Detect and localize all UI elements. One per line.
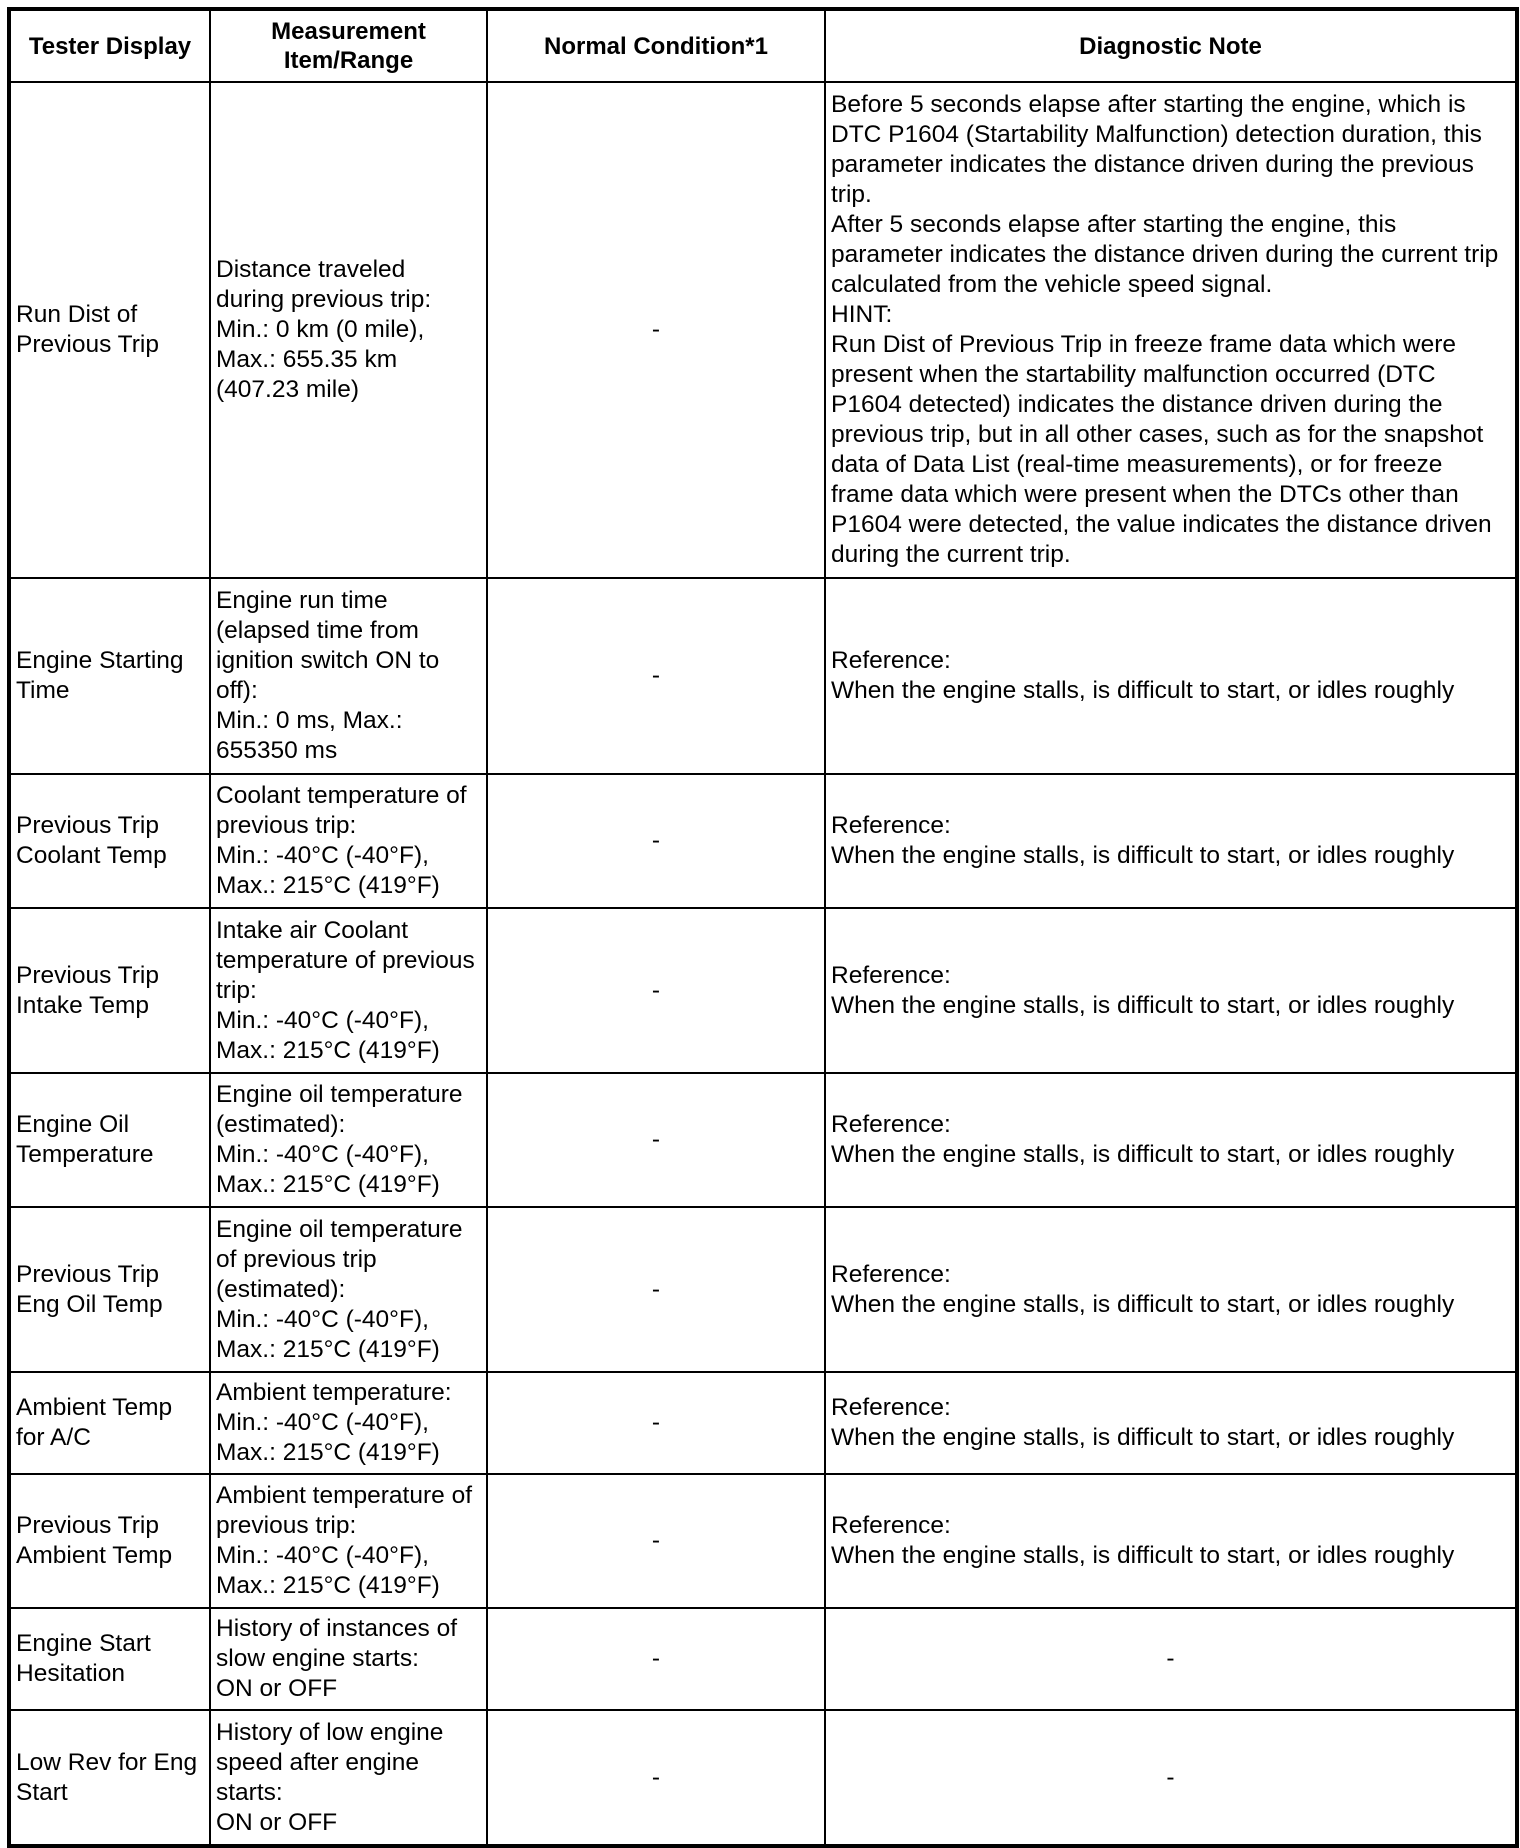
table-row <box>9 908 1517 1073</box>
cell-measurement: Engine oil temperature of previous trip (estimated): Min.: -40°C (-40°F), Max.: 215°C (419°F) <box>210 1207 487 1372</box>
cell-tester-display: Previous Trip Coolant Temp <box>9 774 210 908</box>
cell-measurement: Engine oil temperature (estimated): Min.: -40°C (-40°F), Max.: 215°C (419°F) <box>210 1073 487 1207</box>
cell-diagnostic-note: Reference: When the engine stalls, is difficult to start, or idles roughly <box>825 578 1517 774</box>
cell-diagnostic-note: - <box>825 1608 1517 1710</box>
header-row <box>9 9 1517 82</box>
cell-normal-condition: - <box>487 908 825 1073</box>
header-diagnostic-note: Diagnostic Note <box>825 9 1517 82</box>
cell-measurement: Engine run time (elapsed time from ignition switch ON to off): Min.: 0 ms, Max.: 655350 ms <box>210 578 487 774</box>
cell-normal-condition: - <box>487 82 825 578</box>
header-normal-condition: Normal Condition*1 <box>487 9 825 82</box>
cell-tester-display: Previous Trip Intake Temp <box>9 908 210 1073</box>
table-row <box>9 1073 1517 1207</box>
cell-tester-display: Ambient Temp for A/C <box>9 1372 210 1474</box>
cell-diagnostic-note: Before 5 seconds elapse after starting the engine, which is DTC P1604 (Startability Malfunction) detection duration, this parameter indicates the distance driven during the previous trip. After 5 seconds elapse after starting the engine, this parameter indicates the distance driven during the current trip calculated from the vehicle speed signal. HINT: Run Dist of Previous Trip in freeze frame data which were present when the startability malfunction occurred (DTC P1604 detected) indicates the distance driven during the previous trip, but in all other cases, such as for the snapshot data of Data List (real-time measurements), or for freeze frame data which were present when the DTCs other than P1604 were detected, the value indicates the distance driven during the current trip. <box>825 82 1517 578</box>
table-row <box>9 1710 1517 1846</box>
cell-normal-condition: - <box>487 578 825 774</box>
header-measurement-item: Measurement Item/Range <box>210 9 487 82</box>
cell-tester-display: Engine Starting Time <box>9 578 210 774</box>
cell-diagnostic-note: Reference: When the engine stalls, is difficult to start, or idles roughly <box>825 1073 1517 1207</box>
cell-normal-condition: - <box>487 1372 825 1474</box>
table-row <box>9 1474 1517 1608</box>
table-row <box>9 774 1517 908</box>
cell-measurement: History of low engine speed after engine starts: ON or OFF <box>210 1710 487 1846</box>
cell-measurement: Intake air Coolant temperature of previous trip: Min.: -40°C (-40°F), Max.: 215°C (419°F) <box>210 908 487 1073</box>
cell-normal-condition: - <box>487 1608 825 1710</box>
cell-tester-display: Run Dist of Previous Trip <box>9 82 210 578</box>
table-row <box>9 1372 1517 1474</box>
cell-tester-display: Engine Oil Temperature <box>9 1073 210 1207</box>
table-row <box>9 1207 1517 1372</box>
cell-measurement: History of instances of slow engine starts: ON or OFF <box>210 1608 487 1710</box>
cell-diagnostic-note: Reference: When the engine stalls, is difficult to start, or idles roughly <box>825 1372 1517 1474</box>
table-row <box>9 82 1517 578</box>
cell-tester-display: Engine Start Hesitation <box>9 1608 210 1710</box>
cell-diagnostic-note: Reference: When the engine stalls, is difficult to start, or idles roughly <box>825 1474 1517 1608</box>
cell-measurement: Ambient temperature of previous trip: Min.: -40°C (-40°F), Max.: 215°C (419°F) <box>210 1474 487 1608</box>
cell-measurement: Ambient temperature: Min.: -40°C (-40°F), Max.: 215°C (419°F) <box>210 1372 487 1474</box>
cell-normal-condition: - <box>487 1207 825 1372</box>
header-tester-display: Tester Display <box>9 9 210 82</box>
cell-normal-condition: - <box>487 774 825 908</box>
table-row <box>9 1608 1517 1710</box>
cell-normal-condition: - <box>487 1474 825 1608</box>
cell-normal-condition: - <box>487 1073 825 1207</box>
cell-measurement: Distance traveled during previous trip: Min.: 0 km (0 mile), Max.: 655.35 km (407.23 mile) <box>210 82 487 578</box>
cell-measurement: Coolant temperature of previous trip: Min.: -40°C (-40°F), Max.: 215°C (419°F) <box>210 774 487 908</box>
cell-tester-display: Previous Trip Eng Oil Temp <box>9 1207 210 1372</box>
table-header <box>9 9 1517 82</box>
cell-normal-condition: - <box>487 1710 825 1846</box>
cell-diagnostic-note: Reference: When the engine stalls, is difficult to start, or idles roughly <box>825 908 1517 1073</box>
cell-diagnostic-note: - <box>825 1710 1517 1846</box>
cell-diagnostic-note: Reference: When the engine stalls, is difficult to start, or idles roughly <box>825 774 1517 908</box>
cell-tester-display: Low Rev for Eng Start <box>9 1710 210 1846</box>
cell-tester-display: Previous Trip Ambient Temp <box>9 1474 210 1608</box>
table-body <box>9 82 1517 1846</box>
data-list-table <box>7 7 1519 1848</box>
cell-diagnostic-note: Reference: When the engine stalls, is difficult to start, or idles roughly <box>825 1207 1517 1372</box>
table-row <box>9 578 1517 774</box>
